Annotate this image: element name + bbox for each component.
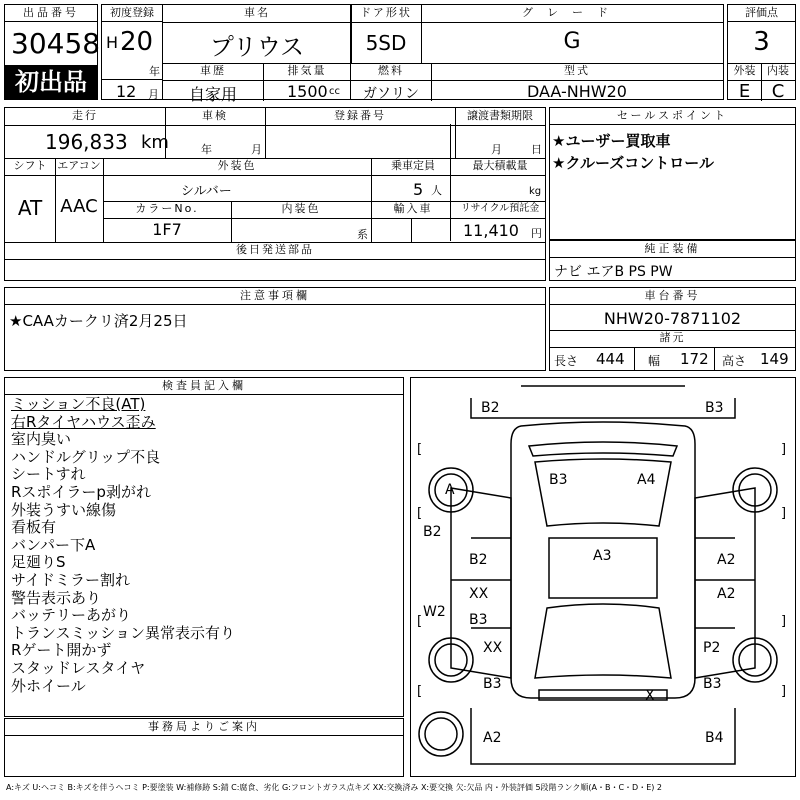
bracket-mark: [ (417, 442, 423, 457)
damage-mark: A2 (717, 586, 736, 602)
width-value: 172 (680, 350, 709, 368)
exterior-color-label: 外装色 (217, 159, 257, 172)
inspector-note-line: 室内臭い (11, 430, 72, 449)
damage-mark: X (645, 688, 655, 704)
capacity: 5 (413, 180, 424, 199)
car-info-panel (162, 4, 724, 104)
displacement: 1500 (287, 82, 328, 101)
exterior-score: E (738, 81, 751, 102)
later-parts-label: 後日発送部品 (236, 243, 314, 256)
inspector-note-line: 外装うすい線傷 (11, 500, 117, 519)
width-label: 幅 (648, 354, 661, 368)
interior-color-label: 内装色 (281, 202, 321, 215)
car-history: 自家用 (188, 85, 237, 104)
exterior-color: シルバー (181, 184, 232, 199)
capacity-unit: 人 (431, 184, 442, 197)
bracket-mark: ] (781, 506, 787, 521)
recycle-unit: 円 (531, 227, 542, 240)
inspector-note-line: シートすれ (11, 465, 86, 484)
inspector-note-line: スタッドレスタイヤ (11, 658, 146, 677)
grade: G (563, 29, 581, 54)
genuine-equipment-panel (549, 240, 796, 281)
bracket-mark: [ (417, 506, 423, 521)
inspector-note-line: サイドミラー割れ (11, 570, 130, 589)
length-label: 長さ (554, 354, 579, 368)
max-load-unit: kg (529, 186, 542, 197)
height-value: 149 (760, 350, 789, 368)
interior-label: 内装 (767, 64, 789, 77)
genuine-equipment-label: 純正装備 (550, 241, 795, 258)
max-load-label: 最大積載量 (472, 159, 528, 172)
inspector-note-line: バンパー下A (11, 535, 96, 554)
damage-diagram (410, 377, 796, 777)
sales-points-label: セールスポイント (550, 108, 795, 125)
reg-number-label: 登録番号 (334, 109, 386, 122)
car-name-label: 車名 (244, 6, 270, 19)
displacement-label: 排気量 (287, 64, 327, 77)
lot-number-label: 出品番号 (5, 5, 97, 22)
mileage-label: 走行 (72, 109, 98, 122)
recycle-label: リサイクル預託金 (460, 203, 540, 214)
fuel: ガソリン (363, 86, 419, 102)
damage-mark: B3 (703, 676, 722, 692)
import-label: 輸入車 (393, 202, 433, 215)
era: H (106, 33, 119, 52)
inspector-note-line: Rスポイラーp剥がれ (11, 482, 151, 501)
door-type: 5SD (365, 31, 407, 55)
exterior-label: 外装 (733, 64, 756, 77)
sales-points-panel (549, 107, 796, 240)
damage-mark: XX (483, 640, 503, 656)
chassis-label: 車台番号 (550, 288, 795, 305)
sales-point-item: ★クルーズコントロール (552, 154, 714, 172)
length-value: 444 (596, 350, 625, 368)
model-label: 型式 (564, 64, 590, 77)
bracket-mark: [ (417, 614, 423, 629)
inspection-year-unit: 年 (201, 143, 212, 156)
damage-mark: B3 (483, 676, 502, 692)
height-label: 高さ (722, 354, 747, 368)
bracket-mark: ] (781, 614, 787, 629)
damage-mark: XX (469, 586, 489, 602)
damage-mark: B3 (705, 400, 724, 416)
transfer-day-unit: 日 (531, 143, 542, 156)
damage-mark: W2 (423, 604, 446, 620)
damage-mark: A2 (483, 730, 502, 746)
damage-mark: B2 (481, 400, 500, 416)
displacement-unit: cc (329, 86, 340, 97)
notes-label: 注意事項欄 (5, 288, 545, 305)
mileage-unit: km (141, 132, 169, 153)
inspector-note-line: Rゲート開かず (11, 641, 112, 660)
aircon-label: エアコン (57, 159, 101, 172)
score-label: 評価点 (728, 5, 795, 22)
office-panel (4, 718, 404, 777)
model-code: DAA-NHW20 (527, 82, 627, 101)
sales-point-item: ★ユーザー買取車 (552, 132, 671, 150)
transfer-deadline-label: 譲渡書類期限 (467, 109, 533, 122)
chassis-panel (549, 287, 796, 371)
damage-mark: A4 (637, 472, 656, 488)
notes-panel (4, 287, 546, 371)
mileage: 196,833 (45, 130, 128, 154)
grade-label: グレード (522, 6, 622, 19)
damage-mark: P2 (703, 640, 721, 656)
inspection-month-unit: 月 (251, 143, 262, 156)
car-name: プリウス (209, 33, 305, 61)
recycle-fee: 11,410 (463, 221, 519, 240)
capacity-label: 乗車定員 (391, 159, 435, 172)
damage-mark: B2 (469, 552, 488, 568)
lot-number-panel (4, 4, 101, 100)
inspector-label: 検査員記入欄 (5, 378, 403, 395)
inspector-note-line: 警告表示あり (11, 588, 102, 607)
notes-text: ★CAAカークリ済2月25日 (9, 312, 188, 330)
overall-score: 3 (753, 27, 770, 57)
specs-label: 諸元 (659, 331, 686, 344)
color-no: 1F7 (152, 220, 182, 239)
inspector-note-line: ハンドルグリップ不良 (11, 447, 161, 466)
inspector-panel (4, 377, 404, 717)
fuel-label: 燃料 (378, 64, 404, 77)
first-reg-label: 初度登録 (102, 5, 162, 22)
inspector-note-line: 右Rタイヤハウス歪み (11, 412, 156, 431)
damage-mark: A3 (593, 548, 612, 564)
inspector-note-line: 看板有 (11, 518, 57, 537)
damage-mark: A (445, 482, 455, 498)
damage-mark: B3 (469, 612, 488, 628)
year: 20 (120, 27, 154, 57)
first-listing-badge: 初出品 (5, 65, 97, 99)
chassis-number: NHW20-7871102 (603, 309, 742, 328)
score-panel (727, 4, 796, 100)
office-label: 事務局よりご案内 (5, 719, 403, 736)
lot-number: 30458 (11, 27, 101, 60)
damage-mark: A2 (717, 552, 736, 568)
inspector-note-line: 外ホイール (11, 676, 86, 695)
bracket-mark: [ (417, 684, 423, 699)
damage-mark: B2 (423, 524, 442, 540)
inspector-note-line: ミッション不良(AT) (11, 395, 146, 413)
month: 12 (116, 82, 137, 101)
damage-mark: B4 (705, 730, 724, 746)
car-diagram-svg (411, 378, 795, 776)
inspector-note-line: 足廻りS (11, 553, 66, 572)
bracket-mark: ] (781, 442, 787, 457)
shift-label: シフト (13, 159, 47, 172)
door-label: ドア形状 (360, 6, 412, 19)
aircon: AAC (60, 196, 98, 217)
color-no-label: カラーNo. (135, 202, 199, 215)
legend-text: A:キズ U:ヘコミ B:キズを伴うヘコミ P:要塗装 W:補修跡 S:錆 C:腐食、劣化 G:フロントガラス点キズ XX:交換済み X:要交換 欠:欠品 内・外装評価 5段階ランク順(A・B・C・D・E) 2 (6, 783, 663, 792)
year-unit: 年 (149, 65, 160, 78)
inspection-label: 車検 (202, 109, 228, 122)
damage-mark: B3 (549, 472, 568, 488)
first-registration-panel (101, 4, 163, 100)
transfer-month-unit: 月 (491, 143, 502, 156)
car-history-label: 車歴 (200, 64, 226, 77)
bracket-mark: ] (781, 684, 787, 699)
month-unit: 月 (148, 88, 159, 101)
inspector-notes-list (11, 396, 235, 695)
inspector-note-line: バッテリーあがり (11, 606, 132, 625)
vehicle-details-panel (4, 107, 546, 281)
interior-color-unit: 系 (357, 228, 368, 241)
interior-score: C (771, 81, 785, 102)
shift: AT (17, 196, 43, 220)
genuine-equipment-value: ナビ エアB PS PW (554, 264, 673, 280)
inspector-note-line: トランスミッション異常表示有り (11, 623, 235, 642)
